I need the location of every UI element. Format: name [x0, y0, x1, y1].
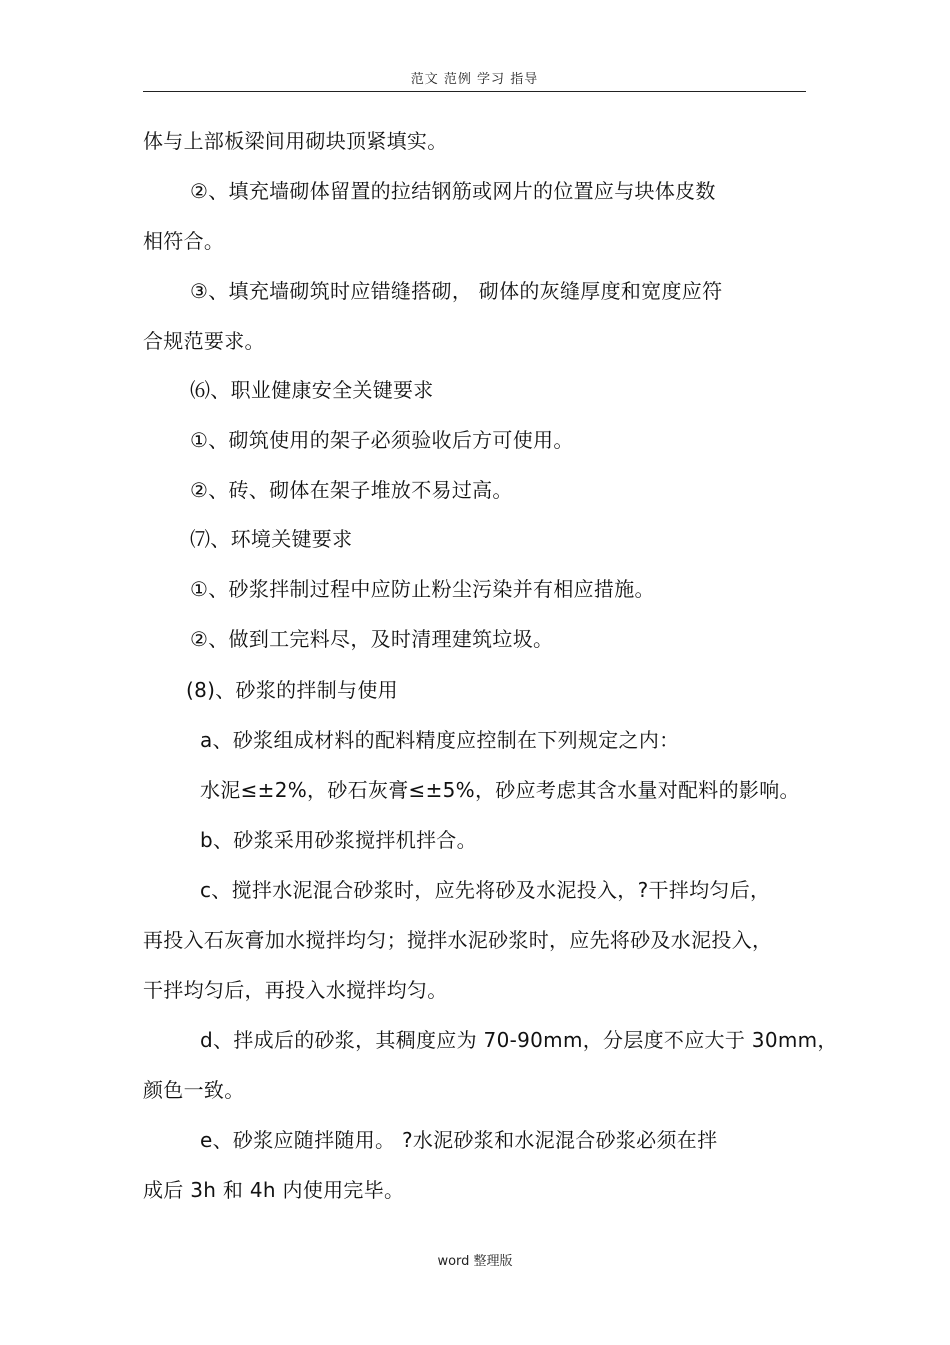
page-footer: word 整理版: [437, 1254, 513, 1269]
body-line: 颜色一致。: [143, 1078, 245, 1102]
page-header: 范文 范例 学习 指导: [410, 72, 539, 87]
body-line: ②、做到工完料尽，及时清理建筑垃圾。: [190, 627, 554, 651]
body-line: 相符合。: [143, 229, 225, 253]
body-line: a、砂浆组成材料的配料精度应控制在下列规定之内：: [200, 728, 680, 752]
body-line: b、砂浆采用砂浆搅拌机拌合。: [200, 828, 477, 852]
body-line: ②、砖、砌体在架子堆放不易过高。: [190, 478, 513, 502]
body-line: ①、砂浆拌制过程中应防止粉尘污染并有相应措施。: [190, 577, 655, 601]
body-line: 合规范要求。: [143, 329, 265, 353]
body-line: 干拌均匀后，再投入水搅拌均匀。: [143, 978, 448, 1002]
body-line: d、拌成后的砂浆，其稠度应为 70-90mm，分层度不应大于 30mm，: [200, 1028, 838, 1052]
section-heading: ⑹、职业健康安全关键要求: [190, 378, 434, 402]
body-line: 水泥≤±2%，砂石灰膏≤±5%，砂应考虑其含水量对配料的影响。: [200, 778, 800, 802]
body-line: c、搅拌水泥混合砂浆时，应先将砂及水泥投入，?干拌均匀后，: [200, 878, 771, 902]
body-line: 体与上部板梁间用砌块顶紧填实。: [143, 129, 448, 153]
body-line: 成后 3h 和 4h 内使用完毕。: [143, 1178, 405, 1202]
header-rule: [143, 91, 806, 92]
body-line: 再投入石灰膏加水搅拌均匀；搅拌水泥砂浆时，应先将砂及水泥投入，: [143, 928, 773, 952]
section-heading: (8)、砂浆的拌制与使用: [186, 678, 398, 702]
body-line: ③、填充墙砌筑时应错缝搭砌， 砌体的灰缝厚度和宽度应符: [190, 279, 723, 303]
body-line: ②、填充墙砌体留置的拉结钢筋或网片的位置应与块体皮数: [190, 179, 716, 203]
body-line: e、砂浆应随拌随用。 ?水泥砂浆和水泥混合砂浆必须在拌: [200, 1128, 718, 1152]
body-line: ①、砌筑使用的架子必须验收后方可使用。: [190, 428, 574, 452]
section-heading: ⑺、环境关键要求: [190, 527, 353, 551]
